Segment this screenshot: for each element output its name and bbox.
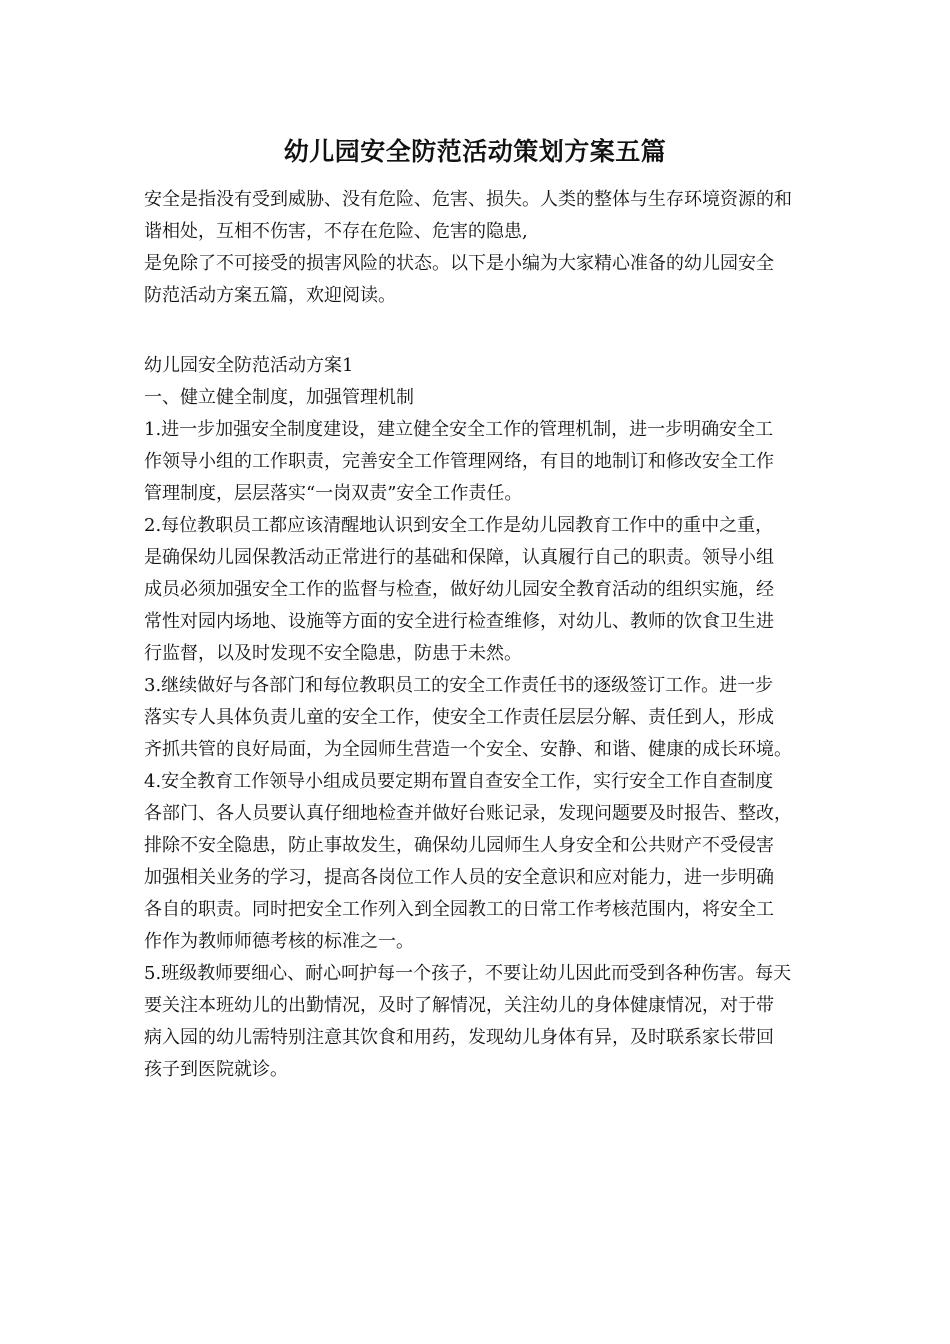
subsection-heading: 一、健立健全制度，加强管理机制 <box>144 387 414 408</box>
intro-line: 安全是指没有受到威胁、没有危险、危害、损失。人类的整体与生存环境资源的和 <box>144 189 792 210</box>
body-line: 作领导小组的工作职责，完善安全工作管理网络，有目的地制订和修改安全工作 <box>144 451 774 472</box>
body-line: 成员必须加强安全工作的监督与检查，做好幼儿园安全教育活动的组织实施，经 <box>144 579 774 600</box>
body-line: 5.班级教师要细心、耐心呵护每一个孩子，不要让幼儿因此而受到各种伤害。每天 <box>144 963 792 984</box>
intro-line: 是免除了不可接受的损害风险的状态。以下是小编为大家精心准备的幼儿园安全 <box>144 253 774 274</box>
body-line: 管理制度，层层落实“一岗双责”安全工作责任。 <box>144 483 523 504</box>
body-line: 是确保幼儿园保教活动正常进行的基础和保障，认真履行自己的职责。领导小组 <box>144 547 774 568</box>
body-line: 行监督，以及时发现不安全隐患，防患于未然。 <box>144 643 522 664</box>
paragraph-gap <box>144 312 808 350</box>
body-line: 各自的职责。同时把安全工作列入到全园教工的日常工作考核范围内，将安全工 <box>144 899 774 920</box>
document-body <box>144 184 808 1086</box>
intro-line: 谐相处，互相不伤害，不存在危险、危害的隐患, <box>144 221 528 242</box>
body-line: 1.进一步加强安全制度建设，建立健全安全工作的管理机制，进一步明确安全工 <box>144 419 774 440</box>
body-line: 3.继续做好与各部门和每位教职员工的安全工作责任书的逐级签订工作。进一步 <box>144 675 774 696</box>
body-line: 作作为教师师德考核的标准之一。 <box>144 931 414 952</box>
body-line: 各部门、各人员要认真仔细地检查并做好台账记录，发现问题要及时报告、整改， <box>144 803 792 824</box>
body-line: 齐抓共管的良好局面，为全园师生营造一个安全、安静、和谐、健康的成长环境。 <box>144 739 792 760</box>
body-line: 要关注本班幼儿的出勤情况，及时了解情况，关注幼儿的身体健康情况，对于带 <box>144 995 774 1016</box>
body-line: 排除不安全隐患，防止事故发生，确保幼儿园师生人身安全和公共财产不受侵害 <box>144 835 774 856</box>
section-heading: 幼儿园安全防范活动方案1 <box>144 355 354 376</box>
body-line: 常性对园内场地、设施等方面的安全进行检查维修，对幼儿、教师的饮食卫生进 <box>144 611 774 632</box>
body-line: 孩子到医院就诊。 <box>144 1059 288 1080</box>
body-line: 落实专人具体负责儿童的安全工作，使安全工作责任层层分解、责任到人，形成 <box>144 707 774 728</box>
body-line: 2.每位教职员工都应该清醒地认识到安全工作是幼儿园教育工作中的重中之重， <box>144 515 774 536</box>
body-line: 4.安全教育工作领导小组成员要定期布置自查安全工作，实行安全工作自查制度 <box>144 771 774 792</box>
intro-line: 防范活动方案五篇，欢迎阅读。 <box>144 285 396 306</box>
body-line: 加强相关业务的学习，提高各岗位工作人员的安全意识和应对能力，进一步明确 <box>144 867 774 888</box>
document-title: 幼儿园安全防范活动策划方案五篇 <box>283 137 667 166</box>
body-line: 病入园的幼儿需特别注意其饮食和用药，发现幼儿身体有异，及时联系家长带回 <box>144 1027 774 1048</box>
